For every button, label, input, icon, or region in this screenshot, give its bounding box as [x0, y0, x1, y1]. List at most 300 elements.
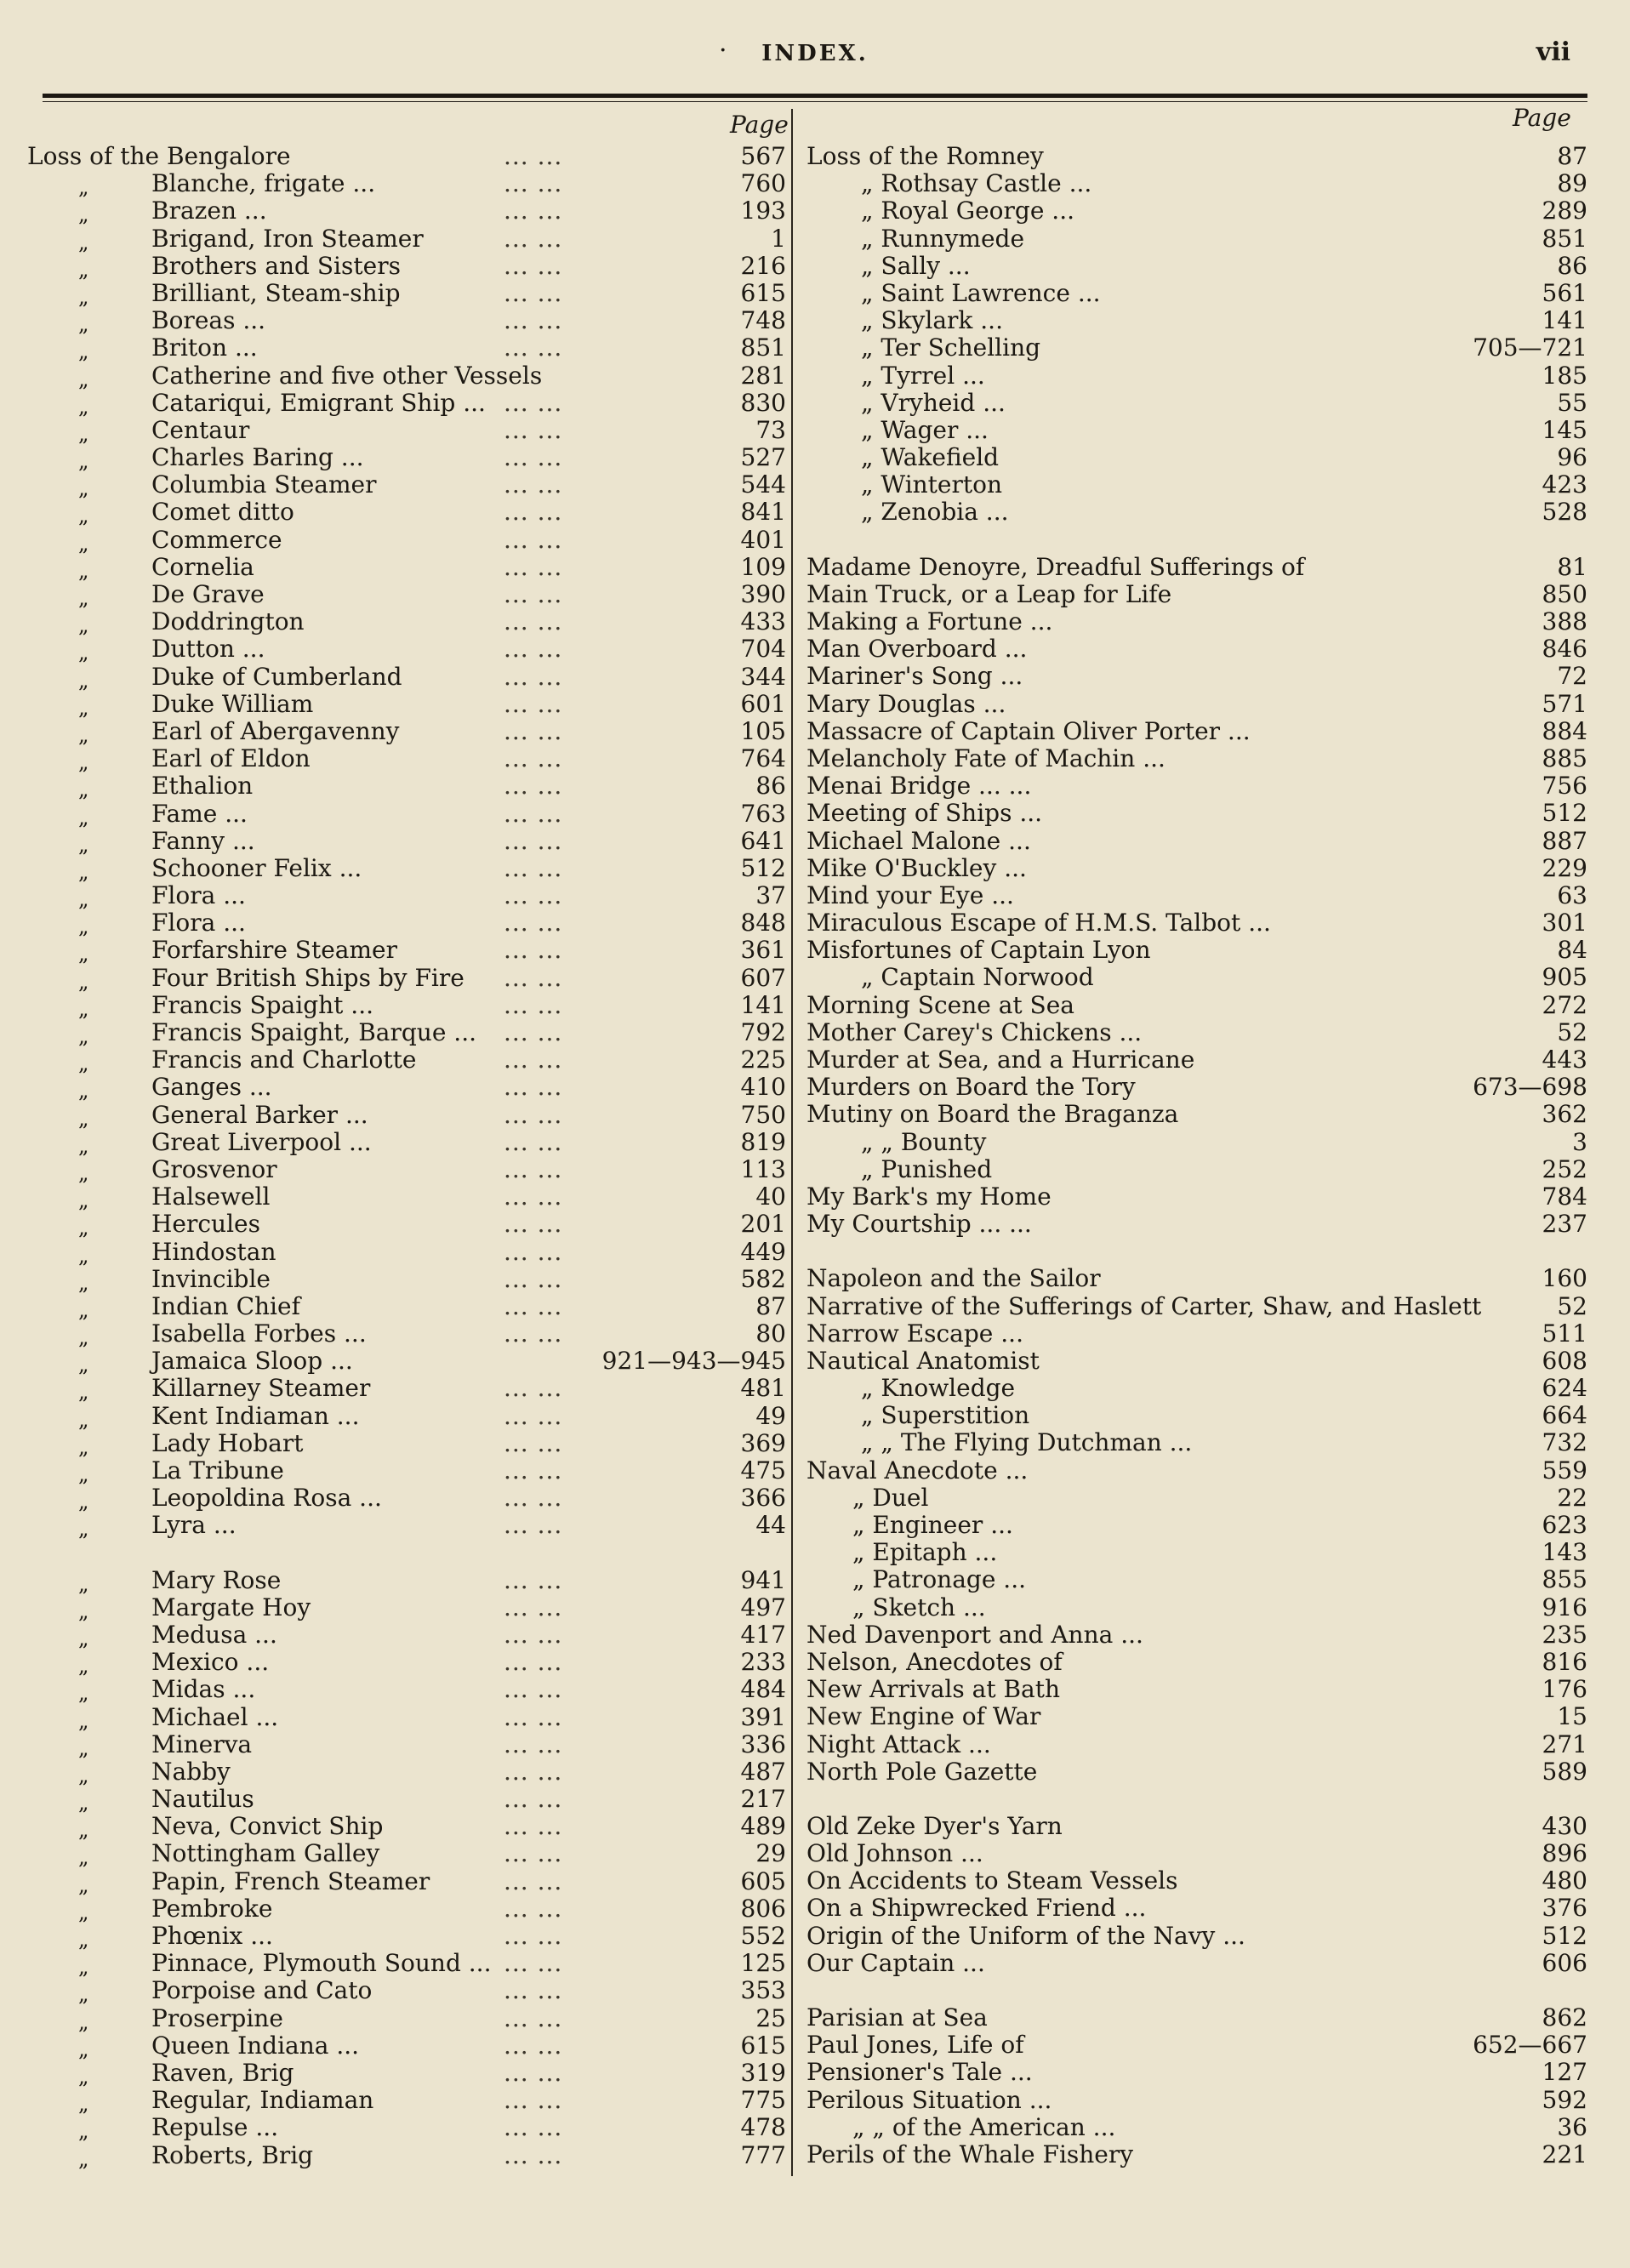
entry-page-number: 430	[1542, 1811, 1587, 1840]
entry-page-number: 478	[740, 2113, 786, 2142]
index-entry	[806, 1046, 1587, 1074]
entry-title: Columbia Steamer	[151, 470, 377, 499]
entry-page-number: 449	[740, 1237, 786, 1266]
index-entry	[27, 143, 786, 170]
entry-page-number: 141	[1542, 306, 1587, 335]
index-entry	[27, 280, 786, 307]
entry-title: Miraculous Escape of H.M.S. Talbot ...	[806, 909, 1271, 937]
index-entry	[27, 1484, 786, 1512]
ditto-mark: „	[78, 915, 89, 939]
index-entry	[27, 744, 786, 775]
entry-page-number: 84	[1557, 936, 1587, 965]
index-entry	[27, 1019, 786, 1046]
entry-title: „ Knowledge	[861, 1374, 1016, 1403]
index-entry	[806, 225, 1587, 253]
entry-page-number: 44	[755, 1511, 786, 1540]
leader-dots: ... ...	[504, 1866, 563, 1895]
entry-title: Madame Denoyre, Dreadful Sufferings of	[806, 552, 1305, 581]
index-entry	[806, 143, 1587, 170]
index-entry	[806, 417, 1587, 444]
entry-page-number: 221	[1542, 2140, 1587, 2168]
index-entry	[806, 1457, 1587, 1484]
entry-title: „ Punished	[861, 1154, 993, 1183]
entry-page-number: 497	[740, 1593, 786, 1621]
entry-page-number: 376	[1542, 1894, 1587, 1923]
leader-dots: ... ...	[504, 1456, 563, 1484]
index-entry	[27, 2142, 786, 2169]
entry-page-number: 527	[740, 443, 786, 472]
leader-dots: ... ...	[504, 1237, 563, 1266]
index-entry	[27, 1594, 786, 1621]
leader-dots: ... ...	[504, 415, 563, 444]
ditto-mark: „	[78, 1353, 89, 1377]
entry-page-number: 49	[755, 1401, 786, 1430]
index-entry	[806, 1101, 1587, 1128]
entry-title: Isabella Forbes ...	[151, 1319, 367, 1348]
leader-dots: ... ...	[504, 1949, 563, 1978]
index-entry	[806, 745, 1587, 772]
ditto-mark: „	[78, 969, 89, 994]
header-dot: ·	[719, 36, 727, 66]
entry-page-number: 921—943—945	[601, 1347, 786, 1376]
index-entry	[806, 1211, 1587, 1238]
entry-title: Cornelia	[151, 552, 254, 581]
leader-dots: ... ...	[504, 278, 563, 307]
index-entry	[27, 1320, 786, 1348]
entry-title: Ethalion	[151, 772, 254, 801]
leader-dots: ... ...	[504, 388, 563, 417]
entry-page-number: 848	[740, 909, 786, 937]
index-entry	[27, 1512, 786, 1539]
entry-page-number: 705—721	[1473, 333, 1587, 362]
entry-page-number: 87	[1557, 142, 1587, 170]
index-entry	[27, 772, 786, 800]
entry-title: Ganges ...	[151, 1073, 272, 1102]
entry-page-number: 96	[1557, 443, 1587, 472]
index-entry	[27, 909, 786, 937]
entry-title: „ Sally ...	[861, 251, 971, 280]
entry-title: Mary Rose	[151, 1565, 282, 1594]
index-entry	[27, 390, 786, 417]
entry-title: Minerva	[151, 1729, 253, 1758]
entry-page-number: 552	[740, 1922, 786, 1950]
entry-page-number: 855	[1542, 1565, 1587, 1594]
entry-page-number: 86	[1557, 251, 1587, 280]
leader-dots: ... ...	[504, 169, 563, 198]
entry-title: Regular, Indiaman	[151, 2086, 374, 2115]
entry-title: Boreas ...	[151, 306, 266, 335]
entry-title: Flora ...	[151, 909, 246, 937]
index-entry	[27, 1758, 786, 1786]
ditto-mark: „	[78, 1024, 89, 1048]
entry-page-number: 528	[1542, 498, 1587, 527]
leader-dots: ... ...	[504, 744, 563, 773]
ditto-mark: „	[78, 1243, 89, 1268]
ditto-mark: „	[78, 367, 89, 391]
entry-title: Melancholy Fate of Machin ...	[806, 744, 1166, 772]
leader-dots: ... ...	[504, 1729, 563, 1758]
entry-title: Duke William	[151, 689, 314, 718]
entry-page-number: 885	[1542, 744, 1587, 772]
entry-title: North Pole Gazette	[806, 1757, 1038, 1786]
page-folio: vii	[1536, 37, 1570, 67]
index-entry	[27, 1731, 786, 1758]
entry-page-number: 217	[740, 1785, 786, 1814]
entry-title: Phœnix ...	[151, 1922, 273, 1950]
entry-page-number: 481	[740, 1374, 786, 1403]
ditto-mark: „	[78, 1106, 89, 1131]
entry-title: „ Royal George ...	[861, 197, 1074, 225]
entry-title: Proserpine	[151, 2003, 283, 2032]
index-entry	[806, 1348, 1587, 1375]
entry-title: Narrative of the Sufferings of Carter, Shaw, and Haslett	[806, 1291, 1482, 1320]
index-entry	[27, 1567, 786, 1594]
entry-page-number: 652—667	[1473, 2031, 1587, 2060]
ditto-mark: „	[78, 504, 89, 528]
entry-page-number: 362	[1542, 1100, 1587, 1129]
ditto-mark: „	[78, 1654, 89, 1678]
entry-page-number: 127	[1542, 2058, 1587, 2087]
ditto-mark: „	[78, 1051, 89, 1076]
entry-page-number: 52	[1557, 1017, 1587, 1046]
entry-page-number: 344	[740, 662, 786, 691]
index-entry	[806, 581, 1587, 608]
ditto-mark: „	[78, 750, 89, 775]
ditto-mark: „	[78, 1160, 89, 1185]
entry-title: Charles Baring ...	[151, 443, 364, 472]
entry-title: Our Captain ...	[806, 1948, 985, 1977]
entry-page-number: 391	[740, 1702, 786, 1731]
entry-page-number: 567	[740, 142, 786, 170]
entry-title: Lyra ...	[151, 1511, 237, 1540]
entry-title: Perils of the Whale Fishery	[806, 2140, 1134, 2168]
entry-title: Nelson, Anecdotes of	[806, 1647, 1063, 1676]
index-entry	[27, 225, 786, 253]
index-entry	[806, 1156, 1587, 1183]
entry-page-number: 850	[1542, 579, 1587, 608]
entry-title: Brigand, Iron Steamer	[151, 224, 424, 253]
index-entry	[27, 1046, 786, 1074]
ditto-mark: „	[78, 805, 89, 829]
entry-title: My Bark's my Home	[806, 1182, 1052, 1211]
entry-page-number: 235	[1542, 1620, 1587, 1649]
entry-title: Brilliant, Steam-ship	[151, 278, 401, 307]
entry-title: Main Truck, or a Leap for Life	[806, 579, 1172, 608]
entry-title: Nautical Anatomist	[806, 1346, 1040, 1375]
index-entry	[27, 417, 786, 444]
entry-title: Lady Hobart	[151, 1428, 304, 1457]
index-entry	[806, 1129, 1587, 1156]
index-entry	[27, 1457, 786, 1484]
entry-title: Flora ...	[151, 881, 246, 910]
index-entry	[806, 937, 1587, 964]
left-page-column-label: Page	[730, 111, 789, 139]
index-entry	[27, 527, 786, 554]
index-entry	[27, 937, 786, 964]
ditto-mark: „	[78, 722, 89, 747]
entry-page-number: 487	[740, 1757, 786, 1786]
index-entry	[27, 1812, 786, 1843]
ditto-mark: „	[78, 1955, 89, 1980]
leader-dots: ... ...	[504, 635, 563, 664]
index-entry	[806, 2032, 1587, 2059]
entry-page-number: 72	[1557, 662, 1587, 691]
entry-page-number: 125	[740, 1949, 786, 1978]
entry-page-number: 941	[740, 1565, 786, 1594]
entry-title: „ Sketch ...	[852, 1593, 986, 1621]
entry-page-number: 361	[740, 936, 786, 965]
entry-page-number: 589	[1542, 1757, 1587, 1786]
index-entry	[27, 306, 786, 337]
entry-title: Nautilus	[151, 1785, 254, 1814]
entry-title: Invincible	[151, 1264, 271, 1293]
entry-page-number: 905	[1542, 963, 1587, 992]
entry-title: Brazen ...	[151, 197, 267, 225]
leader-dots: ... ...	[504, 881, 563, 910]
leader-dots: ... ...	[504, 1264, 563, 1293]
index-entry	[806, 1566, 1587, 1593]
ditto-mark: „	[78, 613, 89, 638]
entry-title: Roberts, Brig	[151, 2140, 314, 2169]
entry-title: Earl of Eldon	[151, 744, 311, 773]
entry-page-number: 3	[1572, 1127, 1587, 1156]
index-entry	[806, 1594, 1587, 1621]
ditto-mark: „	[78, 1872, 89, 1897]
index-entry	[27, 1839, 786, 1870]
index-entry	[27, 2113, 786, 2144]
index-entry	[806, 1265, 1587, 1292]
index-entry	[27, 1374, 786, 1405]
ditto-mark: „	[78, 1845, 89, 1870]
leader-dots: ... ...	[504, 1593, 563, 1621]
index-entry	[27, 1675, 786, 1706]
entry-page-number: 841	[740, 498, 786, 527]
entry-page-number: 750	[740, 1100, 786, 1129]
entry-title: „ Rothsay Castle ...	[861, 169, 1092, 198]
entry-page-number: 784	[1542, 1182, 1587, 1211]
entry-title: Night Attack ...	[806, 1729, 991, 1758]
ditto-mark: „	[78, 695, 89, 720]
ditto-mark: „	[78, 641, 89, 665]
ditto-mark: „	[78, 586, 89, 610]
ditto-mark: „	[78, 1517, 89, 1541]
index-entry	[806, 828, 1587, 855]
index-entry	[27, 1266, 786, 1293]
column-divider	[791, 109, 793, 2176]
entry-title: Meeting of Ships ...	[806, 799, 1043, 828]
entry-page-number: 606	[1542, 1948, 1587, 1977]
index-entry	[806, 2059, 1587, 2086]
entry-title: „ Ter Schelling	[861, 333, 1041, 362]
index-entry	[806, 772, 1587, 800]
entry-title: Catariqui, Emigrant Ship ...	[151, 388, 486, 417]
index-entry	[806, 718, 1587, 745]
entry-title: Napoleon and the Sailor	[806, 1264, 1101, 1293]
ditto-mark: „	[78, 284, 89, 309]
index-entry	[27, 718, 786, 745]
leader-dots: ... ...	[504, 1154, 563, 1183]
leader-dots: ... ...	[504, 306, 563, 335]
entry-page-number: 193	[740, 197, 786, 225]
entry-page-number: 201	[740, 1210, 786, 1239]
entry-page-number: 819	[740, 1127, 786, 1156]
leader-dots: ... ...	[504, 1922, 563, 1950]
entry-title: Queen Indiana ...	[151, 2031, 360, 2060]
index-entry	[806, 471, 1587, 499]
leader-dots: ... ...	[504, 607, 563, 636]
entry-title: „ „ The Flying Dutchman ...	[861, 1428, 1193, 1457]
entry-page-number: 624	[1542, 1374, 1587, 1403]
right-index-column	[806, 143, 1587, 2168]
index-entry	[806, 1074, 1587, 1101]
index-entry	[27, 1156, 786, 1183]
index-entry	[27, 443, 786, 474]
ditto-mark: „	[78, 312, 89, 337]
entry-title: „ Skylark ...	[861, 306, 1003, 335]
ditto-mark: „	[78, 1079, 89, 1103]
entry-page-number: 559	[1542, 1456, 1587, 1484]
index-entry	[27, 1430, 786, 1457]
entry-page-number: 582	[740, 1264, 786, 1293]
ditto-mark: „	[78, 1708, 89, 1733]
entry-title: Ned Davenport and Anna ...	[806, 1620, 1143, 1649]
entry-page-number: 816	[1542, 1647, 1587, 1676]
index-entry	[806, 554, 1587, 581]
entry-title: Murders on Board the Tory	[806, 1073, 1136, 1102]
index-entry	[27, 334, 786, 362]
leader-dots: ... ...	[504, 2058, 563, 2087]
ditto-mark: „	[78, 1763, 89, 1787]
leader-dots: ... ...	[504, 1702, 563, 1731]
entry-title: Murder at Sea, and a Hurricane	[806, 1046, 1195, 1074]
index-entry	[806, 1840, 1587, 1867]
index-entry	[806, 1731, 1587, 1758]
index-entry	[27, 1976, 786, 2007]
leader-dots: ... ...	[504, 1018, 563, 1046]
entry-title: Pensioner's Tale ...	[806, 2058, 1033, 2087]
entry-page-number: 623	[1542, 1511, 1587, 1539]
index-entry	[806, 882, 1587, 909]
leader-dots: ... ...	[504, 1210, 563, 1239]
entry-page-number: 1	[771, 224, 786, 253]
ditto-mark: „	[78, 531, 89, 556]
ditto-mark: „	[78, 558, 89, 583]
entry-page-number: 512	[1542, 799, 1587, 828]
index-entry	[806, 1019, 1587, 1046]
index-entry	[27, 1129, 786, 1156]
index-entry	[806, 2114, 1587, 2141]
entry-page-number: 489	[740, 1812, 786, 1841]
index-entry	[27, 471, 786, 499]
ditto-mark: „	[78, 1434, 89, 1459]
entry-title: Indian Chief	[151, 1291, 300, 1320]
leader-dots: ... ...	[504, 772, 563, 801]
entry-title: Pinnace, Plymouth Sound ...	[151, 1949, 492, 1978]
entry-title: Grosvenor	[151, 1154, 277, 1183]
index-entry	[806, 635, 1587, 663]
index-entry	[806, 444, 1587, 471]
leader-dots: ... ...	[504, 197, 563, 225]
entry-title: Paul Jones, Life of	[806, 2031, 1024, 2060]
index-entry	[806, 1649, 1587, 1676]
entry-page-number: 512	[1542, 1921, 1587, 1950]
index-entry	[806, 1320, 1587, 1348]
entry-page-number: 143	[1542, 1538, 1587, 1567]
ditto-mark: „	[78, 2037, 89, 2061]
leader-dots: ... ...	[504, 142, 563, 170]
index-entry	[27, 1211, 786, 1238]
entry-page-number: 480	[1542, 1866, 1587, 1895]
leader-dots: ... ...	[504, 2086, 563, 2115]
index-entry	[27, 197, 786, 225]
entry-page-number: 410	[740, 1073, 786, 1102]
entry-title: Pembroke	[151, 1894, 273, 1923]
entry-page-number: 916	[1542, 1593, 1587, 1621]
ditto-mark: „	[78, 1133, 89, 1158]
ditto-mark: „	[78, 832, 89, 857]
entry-page-number: 229	[1542, 853, 1587, 882]
index-entry	[806, 362, 1587, 390]
leader-dots: ... ...	[504, 1100, 563, 1129]
index-entry	[27, 881, 786, 912]
index-entry	[806, 1539, 1587, 1566]
leader-dots: ... ...	[504, 1812, 563, 1841]
leader-dots: ... ...	[504, 1839, 563, 1868]
ditto-mark: „	[78, 942, 89, 966]
entry-page-number: 484	[740, 1675, 786, 1704]
index-entry	[27, 828, 786, 855]
index-entry	[27, 965, 786, 992]
entry-page-number: 806	[740, 1894, 786, 1923]
entry-page-number: 764	[740, 744, 786, 773]
entry-page-number: 336	[740, 1729, 786, 1758]
index-entry	[806, 1621, 1587, 1649]
entry-page-number: 511	[1542, 1319, 1587, 1348]
entry-title: Narrow Escape ...	[806, 1319, 1023, 1348]
entry-page-number: 704	[740, 635, 786, 664]
entry-page-number: 601	[740, 689, 786, 718]
entry-title: Schooner Felix ...	[151, 853, 362, 882]
entry-page-number: 160	[1542, 1264, 1587, 1293]
entry-title: Dutton ...	[151, 635, 265, 664]
index-entry	[806, 1375, 1587, 1402]
leader-dots: ... ...	[504, 1182, 563, 1211]
entry-title: Mutiny on Board the Braganza	[806, 1100, 1179, 1129]
ditto-mark: „	[78, 1626, 89, 1650]
leader-dots: ... ...	[504, 251, 563, 280]
leader-dots: ... ...	[504, 2003, 563, 2032]
leader-dots: ... ...	[504, 1319, 563, 1348]
entry-page-number: 607	[740, 963, 786, 992]
leader-dots: ... ...	[504, 689, 563, 718]
index-entry	[27, 581, 786, 608]
entry-title: Old Johnson ...	[806, 1839, 983, 1868]
entry-title: Earl of Abergavenny	[151, 716, 400, 745]
entry-title: Halsewell	[151, 1182, 271, 1211]
entry-page-number: 390	[740, 580, 786, 608]
entry-page-number: 615	[740, 2031, 786, 2060]
index-entry	[806, 2004, 1587, 2032]
entry-title: „ Superstition	[861, 1401, 1030, 1430]
entry-title: My Courtship ... ...	[806, 1210, 1032, 1239]
entry-page-number: 763	[740, 799, 786, 828]
ditto-mark: „	[78, 2146, 89, 2171]
index-entry	[806, 1484, 1587, 1512]
ditto-mark: „	[78, 1490, 89, 1514]
entry-page-number: 608	[1542, 1346, 1587, 1375]
index-entry	[27, 2032, 786, 2060]
ditto-mark: „	[78, 257, 89, 282]
